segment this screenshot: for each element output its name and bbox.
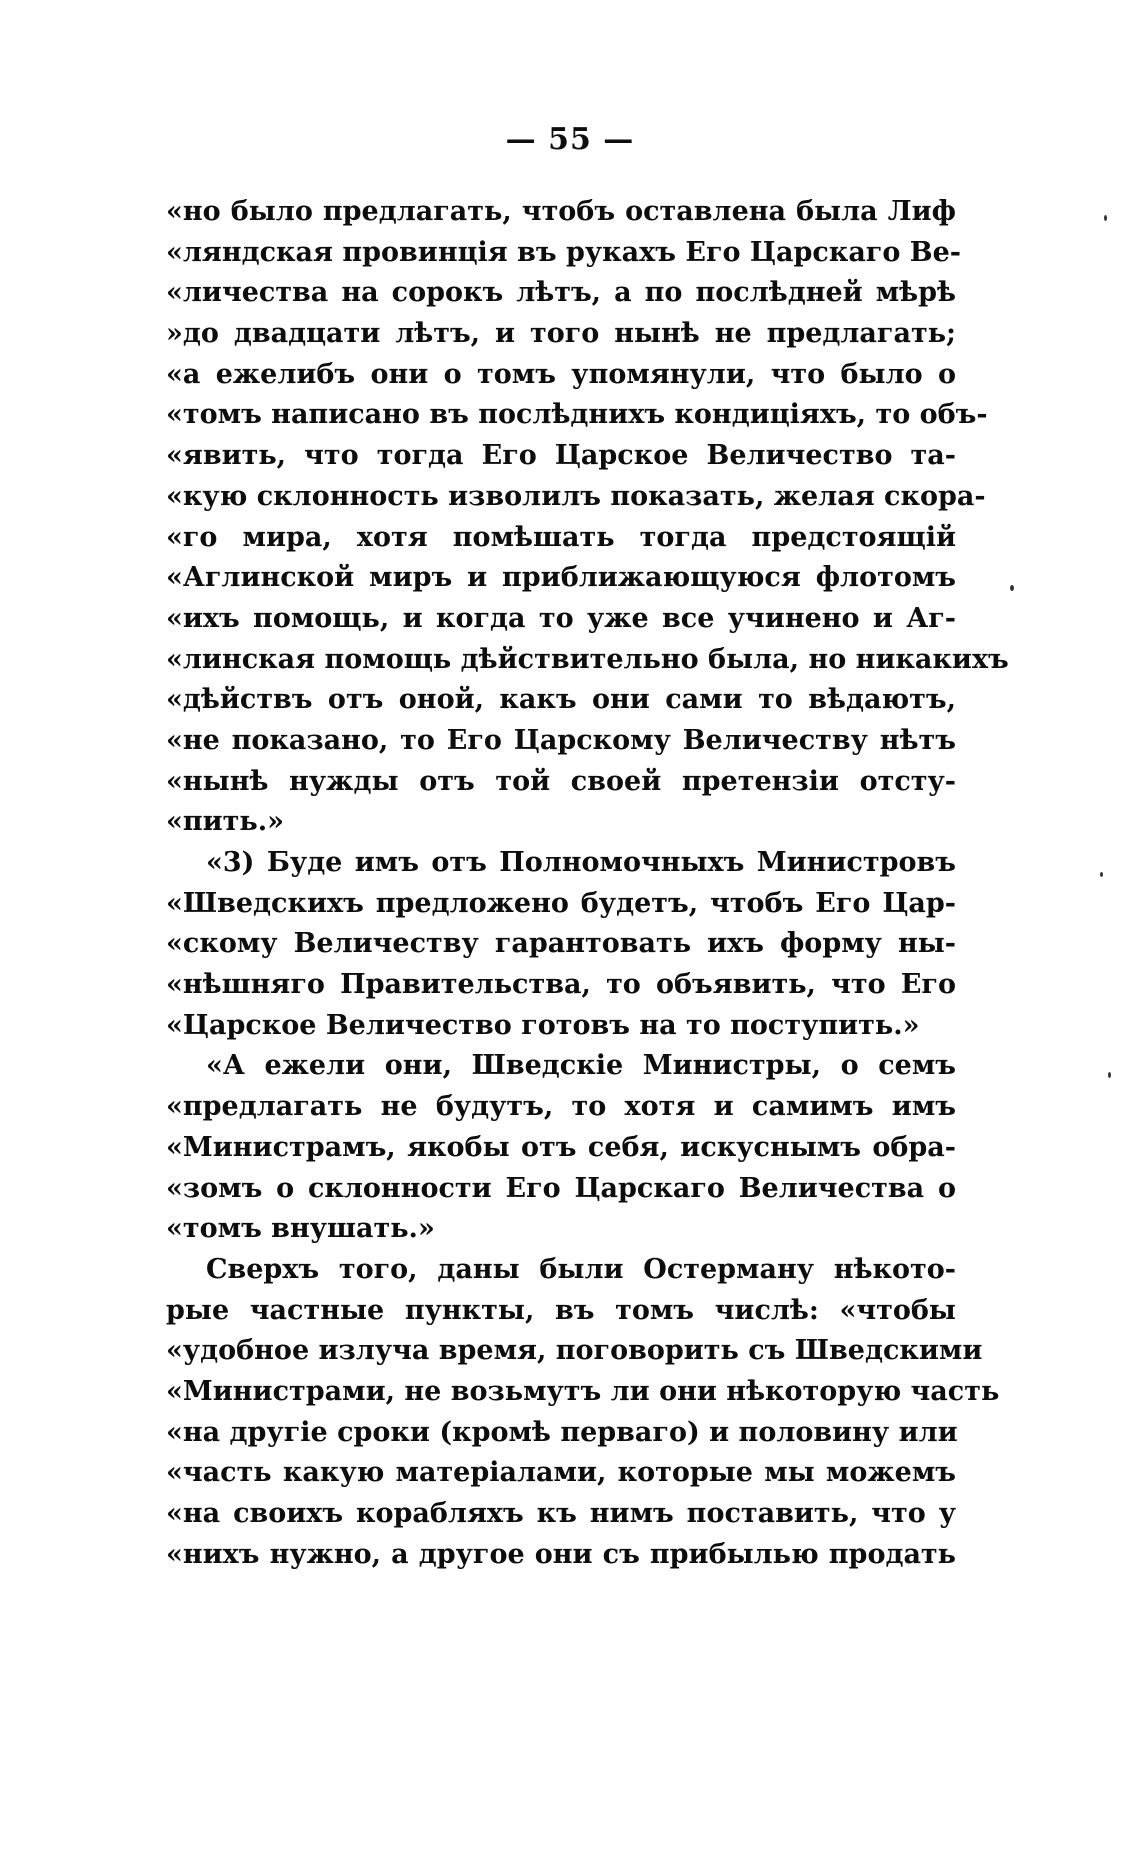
text-line: рые частные пункты, въ томъ числѣ: «чтобы bbox=[166, 1294, 956, 1326]
scan-speck bbox=[1108, 1072, 1111, 1078]
scan-speck bbox=[1100, 872, 1103, 877]
text-line: Сверхъ того, даны были Остерману нѣкото- bbox=[206, 1253, 956, 1285]
text-line: «томъ написано въ послѣднихъ кондиціяхъ, то объ- bbox=[166, 399, 988, 431]
scan-speck bbox=[1104, 215, 1107, 221]
text-line: «на своихъ корабляхъ къ нимъ поставить, что у bbox=[166, 1498, 956, 1529]
text-line: «дѣйствъ отъ оной, какъ они сами то вѣдаютъ, bbox=[166, 684, 956, 716]
text-line: «нынѣ нужды отъ той своей претензіи отсту- bbox=[166, 765, 956, 797]
text-line: «но было предлагать, чтобъ оставлена была Лиф bbox=[166, 196, 956, 227]
text-line: «Министрамъ, якобы отъ себя, искуснымъ обра- bbox=[166, 1131, 956, 1163]
text-line: «Министрами, не возьмутъ ли они нѣкоторую часть bbox=[166, 1375, 1000, 1407]
text-line: «кую склонность изволилъ показать, желая скора- bbox=[166, 480, 986, 512]
text-line: «скому Величеству гарантовать ихъ форму ны- bbox=[166, 928, 956, 960]
text-line: «ляндская провинція въ рукахъ Его Царскаго Ве- bbox=[166, 236, 961, 268]
text-line: «ихъ помощь, и когда то уже все учинено и Аг- bbox=[166, 602, 956, 634]
text-line: «на другіе сроки (кромѣ перваго) и половину или bbox=[166, 1416, 958, 1448]
text-line: «А ежели они, Шведскіе Министры, о семъ bbox=[206, 1050, 956, 1082]
text-line: «не показано, то Его Царскому Величеству нѣтъ bbox=[166, 724, 956, 756]
text-line: «часть какую матеріалами, которые мы можемъ bbox=[166, 1457, 956, 1489]
text-line: «томъ внушать.» bbox=[166, 1213, 435, 1245]
text-line: «Царское Величество готовъ на то поступить.» bbox=[166, 1009, 920, 1041]
text-line: «Аглинской миръ и приближающуюся флотомъ bbox=[166, 562, 956, 594]
text-line: «зомъ о склонности Его Царскаго Величества о bbox=[166, 1172, 956, 1204]
text-line: «пить.» bbox=[166, 806, 284, 838]
text-line: «явить, что тогда Его Царское Величество та- bbox=[166, 440, 956, 472]
page-number: — 55 — bbox=[505, 122, 635, 157]
scan-speck bbox=[1010, 585, 1014, 591]
text-line: «личества на сорокъ лѣтъ, а по послѣдней мѣрѣ bbox=[166, 277, 956, 309]
text-line: «нѣшняго Правительства, то объявить, что Его bbox=[166, 969, 956, 1001]
text-line: «Шведскихъ предложено будетъ, чтобъ Его Цар- bbox=[166, 887, 956, 919]
text-line: «линская помощь дѣйствительно была, но никакихъ bbox=[166, 643, 1009, 675]
text-line: «удобное излуча время, поговорить съ Шведскими bbox=[166, 1335, 983, 1367]
text-line: «3) Буде имъ отъ Полномочныхъ Министровъ bbox=[206, 847, 956, 878]
text-line: «го мира, хотя помѣшать тогда предстоящій bbox=[166, 521, 956, 553]
body-text bbox=[166, 192, 1009, 1575]
text-line: «а ежелибъ они о томъ упомянули, что было о bbox=[166, 358, 956, 390]
text-line: »до двадцати лѣтъ, и того нынѣ не предлагать; bbox=[166, 318, 956, 350]
text-line: «предлагать не будутъ, то хотя и самимъ имъ bbox=[166, 1091, 956, 1123]
text-line: «нихъ нужно, а другое они съ прибылью продать bbox=[166, 1538, 956, 1570]
